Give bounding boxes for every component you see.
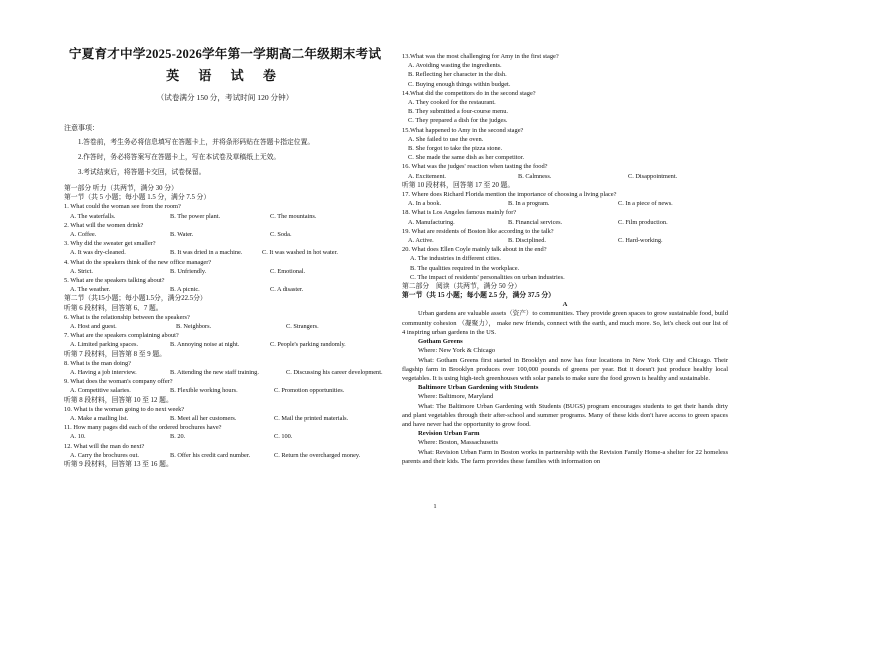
part-heading: 第一部分 听力（共两节，满分 30 分） — [64, 185, 178, 192]
option: A. Manufacturing. — [408, 218, 455, 226]
option: C. The mountains. — [270, 212, 317, 220]
option: B. Offer his credit card number. — [170, 451, 251, 459]
option: A. Excitement. — [408, 172, 446, 180]
option: A. Having a job interview. — [70, 369, 137, 377]
question: 17. Where does Richard Florida mention the importance of choosing a living place? — [402, 191, 617, 199]
section-heading: 第一节（共 5 小题；每小题 1.5 分，满分 7.5 分） — [64, 194, 211, 202]
option: C. They prepared a dish for the judges. — [408, 117, 508, 125]
options — [70, 322, 386, 331]
option: B. Attending the new staff training. — [170, 369, 259, 377]
option: B. It was dried in a machine. — [170, 249, 243, 257]
options — [408, 172, 728, 181]
option: B. Reflecting her character in the dish. — [408, 71, 507, 79]
option: B. Neighbors. — [176, 323, 212, 331]
option: B. Meet all her customers. — [170, 415, 237, 423]
option: C. People's parking randomly. — [270, 341, 346, 349]
option: B. The qualities required in the workplace. — [410, 264, 520, 272]
note-item: 3.考试结束后，将答题卡交回，试卷保留。 — [78, 169, 206, 176]
garden-title: Gotham Greens — [418, 338, 463, 346]
option: A. Carry the brochures out. — [70, 451, 139, 459]
garden-title: Revision Urban Farm — [418, 430, 480, 438]
option: C. Buying enough things within budget. — [408, 80, 511, 88]
option: A. Make a mailing list. — [70, 415, 129, 423]
question: 18. What is Los Angeles famous mainly for? — [402, 209, 517, 217]
garden-title: Baltimore Urban Gardening with Students — [418, 384, 539, 392]
question: 9. What does the woman's company offer? — [64, 378, 173, 386]
exam-info: （试卷满分 150 分，考试时间 120 分钟） — [156, 93, 294, 102]
option: B. The power plant. — [170, 212, 221, 220]
garden-location: Where: Boston, Massachusetts — [418, 439, 498, 447]
part-heading: 第二部分 阅读（共两节，满分 50 分） — [402, 283, 521, 291]
option: A. She failed to use the oven. — [408, 135, 484, 143]
question: 19. What are residents of Boston like according to the talk? — [402, 227, 554, 235]
option: A. The waterfalls. — [70, 212, 116, 220]
option: A. Strict. — [70, 267, 93, 275]
garden-location: Where: Baltimore, Maryland — [418, 393, 494, 401]
options — [70, 230, 386, 239]
option: C. Film production. — [618, 218, 668, 226]
option: A. Host and guest. — [70, 323, 117, 331]
options — [408, 199, 728, 208]
question: 15.What happened to Amy in the second stage? — [402, 126, 524, 134]
options — [70, 451, 386, 460]
option: C. Mail the printed materials. — [274, 415, 349, 423]
option: A. Competitive salaries. — [70, 387, 131, 395]
section-heading: 第一节（共 15 小题；每小题 2.5 分，满分 37.5 分） — [402, 292, 555, 300]
passage-label: A — [562, 301, 568, 309]
options — [408, 218, 728, 227]
options — [70, 267, 386, 276]
question: 8. What is the man doing? — [64, 359, 131, 367]
subject-title: 英 语 试 卷 — [166, 68, 284, 83]
garden-description: What: Revision Urban Farm in Boston works in partnership with the Revision Family Home-a shelter for 22 homeless parents and their kids. The farm provides these families with information on — [402, 448, 728, 465]
notes-heading: 注意事项： — [64, 124, 99, 132]
option: C. She made the same dish as her competitor. — [408, 154, 525, 162]
options — [70, 340, 386, 349]
option: C. Strangers. — [286, 323, 319, 331]
question: 1. What could the woman see from the room? — [64, 203, 181, 211]
question: 2. What will the women drink? — [64, 221, 144, 229]
option: C. Return the overcharged money. — [274, 451, 361, 459]
option: B. Financial services. — [508, 218, 563, 226]
option: A. 10. — [70, 433, 86, 441]
options — [70, 432, 386, 441]
option: B. 20. — [170, 433, 186, 441]
question: 4. What do the speakers think of the new office manager? — [64, 258, 212, 266]
question: 6. What is the relationship between the speakers? — [64, 313, 190, 321]
option: B. In a program. — [508, 200, 550, 208]
options — [70, 368, 386, 377]
option: C. The impact of residents' personalities on urban industries. — [410, 273, 565, 281]
question: 14.What did the competitors do in the second stage? — [402, 89, 536, 97]
options — [70, 212, 386, 221]
question: 11. How many pages did each of the ordered brochures have? — [64, 424, 222, 432]
option: C. 100. — [274, 433, 293, 441]
question: 3. Why did the sweater get smaller? — [64, 240, 156, 248]
option: A. The industries in different cities. — [410, 255, 501, 263]
options — [408, 236, 728, 245]
option: C. Promotion opportunities. — [274, 387, 345, 395]
option: C. Soda. — [270, 231, 292, 239]
listening-section — [64, 184, 386, 469]
option: A. The weather. — [70, 286, 111, 294]
option: A. In a book. — [408, 200, 442, 208]
garden-description: What: The Baltimore Urban Gardening with Students (BUGS) program encourages students to get their hands dirty and plant vegetables through their after-school and summer programs. Many of these kids don't have access to green spaces and have never had the opportunity to grow food. — [402, 402, 728, 428]
page-number: 1 — [433, 503, 437, 510]
passage-intro: Urban gardens are valuable assets（资产）to communities. They provide green spaces to grow sustainable food, build community cohesion （凝聚力）， make new friends, connect with the earth, and much more. So, let's check out our list of 4 inspiring urban gardens in the US. — [402, 310, 728, 336]
option: B. Flexible working hours. — [170, 387, 238, 395]
option: B. She forgot to take the pizza stone. — [408, 145, 503, 153]
section-heading: 第二节（共15小题；每小题1.5分，满分22.5分） — [64, 295, 207, 303]
note-item: 2.作答时，务必将答案写在答题卡上，写在本试卷及草稿纸上无效。 — [78, 154, 281, 161]
option: C. Emotional. — [270, 267, 306, 275]
option: B. Calmness. — [518, 172, 552, 180]
garden-description: What: Gotham Greens first started in Brooklyn and now has four locations in New York City and Chicago. Their flagship farm in Brooklyn produces over 100,000 pounds of greens per year. But it doesn't just produce healthy local vegetables. It is using high-tech greenhouses with solar panels to make sure the food grown is healthy and sustainable. — [402, 356, 728, 382]
option: C. It was washed in hot water. — [262, 249, 338, 257]
option: B. Disciplined. — [508, 237, 546, 245]
option: A. Avoiding wasting the ingredients. — [408, 62, 502, 70]
options — [70, 414, 386, 423]
option: C. In a piece of news. — [618, 200, 673, 208]
options — [70, 386, 386, 395]
options — [70, 248, 386, 257]
option: B. A picnic. — [170, 286, 200, 294]
listening-instruction: 听第 9 段材料，回答第 13 至 16 题。 — [64, 461, 173, 469]
question: 10. What is the woman going to do next week? — [64, 405, 185, 413]
option: B. Water. — [170, 231, 194, 239]
listening-instruction: 听第 6 段材料，回答第 6、7 题。 — [64, 304, 163, 312]
garden-location: Where: New York & Chicago — [418, 347, 496, 355]
listening-instruction: 听第 7 段材料，回答第 8 至 9 题。 — [64, 350, 166, 358]
question: 16. What was the judges' reaction when tasting the food? — [402, 163, 548, 171]
option: B. Unfriendly. — [170, 267, 207, 275]
left-column — [64, 47, 386, 469]
right-column — [402, 52, 728, 466]
option: A. It was dry-cleaned. — [70, 249, 126, 257]
option: C. Hard-working. — [618, 237, 663, 245]
question: 7. What are the speakers complaining about? — [64, 332, 179, 340]
option: A. Limited parking spaces. — [70, 341, 139, 349]
question: 13.What was the most challenging for Amy in the first stage? — [402, 53, 559, 60]
note-item: 1.答卷前，考生务必将信息填写在答题卡上，并将条形码贴在答题卡指定位置。 — [78, 139, 315, 146]
option: B. Annoying noise at night. — [170, 341, 240, 349]
option: A. Coffee. — [70, 231, 97, 239]
question: 5. What are the speakers talking about? — [64, 277, 165, 285]
listening-instruction: 听第 10 段材料，回答第 17 至 20 题。 — [402, 181, 515, 189]
option: A. Active. — [408, 237, 434, 245]
options — [70, 285, 386, 294]
option: A. They cooked for the restaurant. — [408, 99, 496, 107]
option: C. A disaster. — [270, 286, 304, 294]
option: C. Disappointment. — [628, 172, 678, 180]
exam-title: 宁夏育才中学2025-2026学年第一学期高二年级期末考试 — [68, 47, 382, 61]
question: 12. What will the man do next? — [64, 442, 145, 450]
reading-passage — [402, 300, 728, 465]
option: B. They submitted a four-course menu. — [408, 108, 509, 116]
question: 20. What does Ellen Coyle mainly talk about in the end? — [402, 246, 547, 254]
option: C. Discussing his career development. — [286, 369, 383, 377]
listening-instruction: 听第 8 段材料，回答第 10 至 12 题。 — [64, 396, 173, 404]
